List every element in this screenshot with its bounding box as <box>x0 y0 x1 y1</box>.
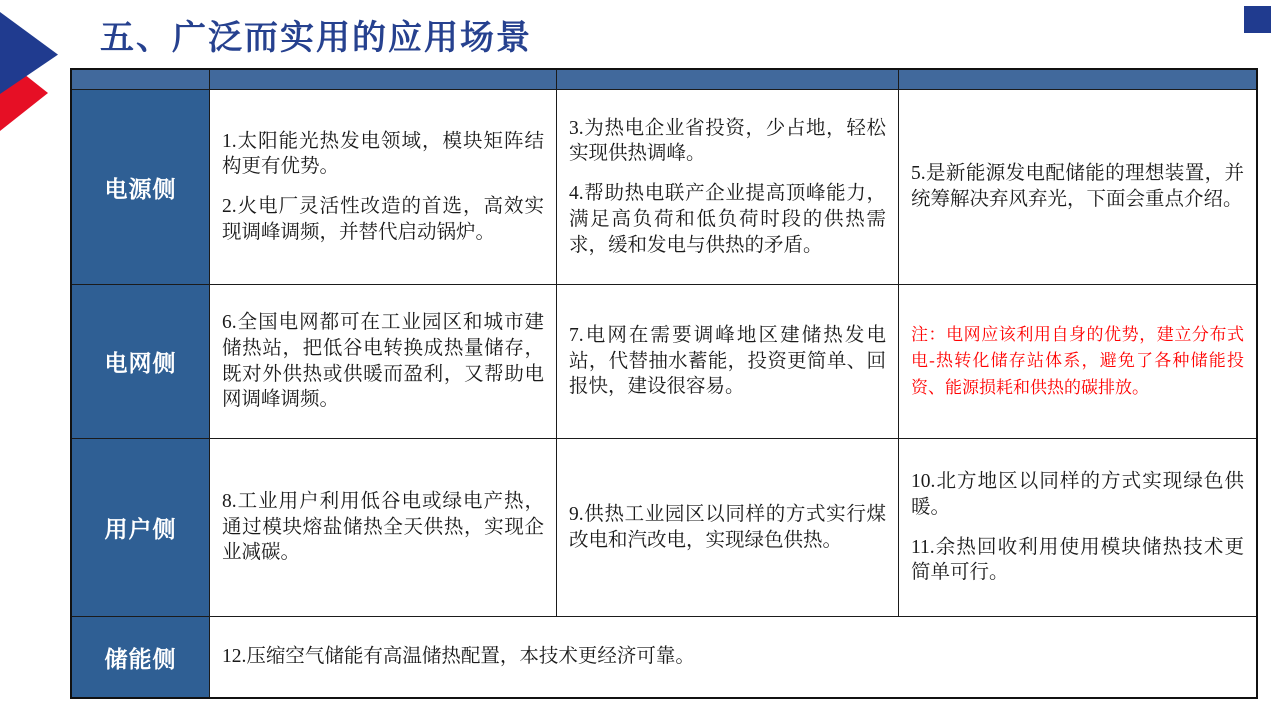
page-title: 五、广泛而实用的应用场景 <box>100 20 532 57</box>
cell-grid-col3 <box>557 285 899 439</box>
item-6: 6.全国电网都可在工业园区和城市建储热站，把低谷电转换成热量储存，既对外供热或供暖而盈利，又帮助电网调峰调频。 <box>222 312 544 411</box>
item-8: 8.工业用户利用低谷电或绿电产热，通过模块熔盐储热全天供热，实现企业减碳。 <box>222 490 544 564</box>
row-header-user-side: 用户侧 <box>72 439 210 617</box>
item-5: 5.是新能源发电配储能的理想装置，并统筹解决弃风弃光，下面会重点介绍。 <box>911 163 1244 210</box>
application-scenarios-table <box>70 68 1258 699</box>
item-3: 3.为热电企业省投资，少占地，轻松实现供热调峰。 <box>569 117 886 165</box>
cell-user-col4 <box>899 439 1256 617</box>
row-header-grid-side: 电网侧 <box>72 285 210 439</box>
cell-power-source-col2 <box>210 90 557 285</box>
item-9: 9.供热工业园区以同样的方式实行煤改电和汽改电，实现绿色供热。 <box>569 503 886 551</box>
cell-grid-col2 <box>210 285 557 439</box>
table-header-band-col1 <box>72 70 210 90</box>
cell-power-source-col3 <box>557 90 899 285</box>
item-11: 11.余热回收利用使用模块储热技术更简单可行。 <box>911 536 1244 584</box>
table-header-band-col4 <box>899 70 1256 90</box>
cell-power-source-col4 <box>899 90 1256 285</box>
item-4: 4.帮助热电联产企业提高顶峰能力，满足高负荷和低负荷时段的供热需求，缓和发电与供热的矛盾。 <box>569 183 886 256</box>
corner-decoration <box>1244 6 1271 33</box>
row-header-storage-side: 储能侧 <box>72 617 210 697</box>
note-text: 注：电网应该利用自身的优势，建立分布式电-热转化储存站体系，避免了各种储能投资、能源损耗和供热的碳排放。 <box>911 324 1244 397</box>
item-1: 1.太阳能光热发电领域，模块矩阵结构更有优势。 <box>222 130 544 178</box>
item-2: 2.火电厂灵活性改造的首选，高效实现调峰调频，并替代启动锅炉。 <box>222 196 544 243</box>
table-header-band-col3 <box>557 70 899 90</box>
item-7: 7.电网在需要调峰地区建储热发电站，代替抽水蓄能，投资更简单、回报快，建设很容易。 <box>569 324 886 398</box>
cell-grid-note <box>899 285 1256 439</box>
cell-user-col2 <box>210 439 557 617</box>
table-header-band-col2 <box>210 70 557 90</box>
cell-storage-merged <box>210 617 1256 697</box>
cell-user-col3 <box>557 439 899 617</box>
item-12: 12.压缩空气储能有高温储热配置，本技术更经济可靠。 <box>222 646 695 668</box>
item-10: 10.北方地区以同样的方式实现绿色供暖。 <box>911 471 1244 518</box>
row-header-power-source-side: 电源侧 <box>72 90 210 285</box>
